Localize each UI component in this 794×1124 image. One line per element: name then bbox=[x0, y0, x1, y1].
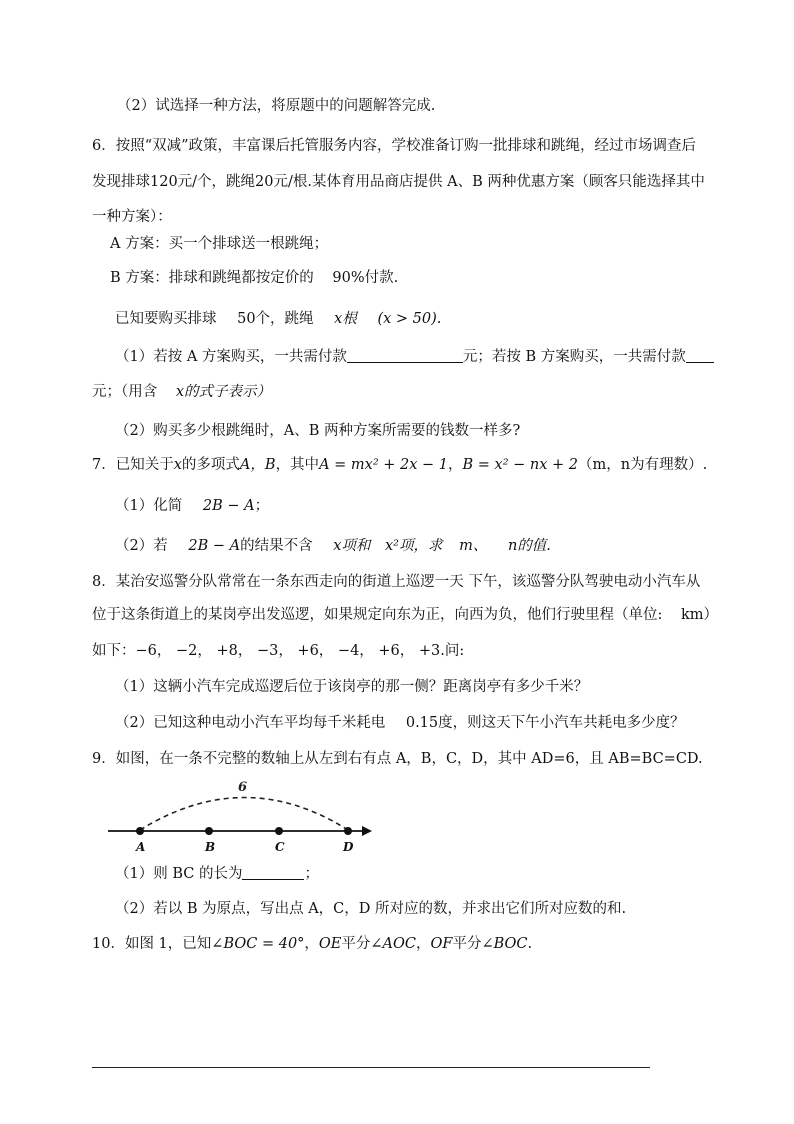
q9-part1-end: ； bbox=[304, 866, 319, 882]
q6-plan-b bbox=[110, 268, 398, 288]
answer-blank-b[interactable] bbox=[686, 348, 714, 363]
label-c: C bbox=[275, 840, 285, 854]
q6-plan-b-text: B 方案：排球和跳绳都按定价的 bbox=[110, 270, 314, 286]
q8-line3-end: 问: bbox=[444, 643, 465, 659]
q6-known bbox=[115, 309, 441, 329]
q6-part1-a: （1）若按 A 方案购买，一共需付款 bbox=[115, 349, 347, 365]
q7-part2-expr: 2B − A bbox=[188, 538, 241, 554]
q6-plan-b-value: 90%付款. bbox=[332, 270, 399, 286]
q10-sep1: ， bbox=[304, 936, 319, 952]
q6-part1 bbox=[115, 347, 714, 367]
q7-part2-x: x项和 bbox=[333, 538, 371, 554]
q7-poly-a: A = mx² + 2x − 1 bbox=[319, 457, 449, 473]
dashed-arc bbox=[140, 798, 348, 831]
q7-intro: 7．已知关于 bbox=[92, 457, 174, 473]
q8-line2-text: 位于这条街道上的某岗亭出发巡逻，如果规定向东为正，向西为负，他们行驶里程（单位: bbox=[92, 607, 663, 623]
q7-x: x bbox=[173, 457, 182, 473]
q10-bisect1: 平分 bbox=[341, 936, 371, 952]
q9-part1 bbox=[115, 864, 319, 884]
q7-part2-x2: x²项，求 bbox=[384, 538, 443, 554]
q8-line1: 8．某治安巡警分队常常在一条东西走向的街道上巡逻一天 下午，该巡警分队驾驶电动小汽车从 bbox=[92, 574, 701, 590]
q7-note: （m，n为有理数）. bbox=[578, 457, 708, 473]
q7-part1 bbox=[115, 496, 269, 516]
q6-known-x: x根 bbox=[334, 311, 357, 327]
q9-line1: 9．如图，在一条不完整的数轴上从左到右有点 A，B，C，D，其中 AD=6，且 AB=BC=CD. bbox=[92, 751, 703, 767]
q10-intro: 10．如图 1，已知 bbox=[92, 936, 212, 952]
point-d bbox=[344, 827, 352, 835]
label-d: D bbox=[343, 840, 354, 854]
q10-sep2: ， bbox=[416, 936, 431, 952]
q10-line1 bbox=[92, 934, 532, 954]
arc-label: 6 bbox=[238, 780, 248, 795]
point-b bbox=[205, 827, 213, 835]
q10-angle: ∠BOC = 40° bbox=[211, 936, 305, 952]
q10-oe: OE bbox=[318, 936, 342, 952]
q6-known-text: 已知要购买排球 bbox=[115, 311, 217, 327]
q8-part2-text: （2）已知这种电动小汽车平均每千米耗电 bbox=[115, 715, 386, 731]
q7-ab: A，B bbox=[239, 457, 276, 473]
q8-line2 bbox=[92, 605, 718, 625]
q8-part2 bbox=[115, 713, 685, 733]
q7-mid: 的多项式 bbox=[181, 457, 240, 473]
q10-boc: ∠BOC bbox=[481, 936, 528, 952]
q7-part2-n: n的值. bbox=[507, 538, 551, 554]
q6-part1-c: 元；（用含 bbox=[92, 384, 158, 400]
q7-part2-m: m、 bbox=[459, 538, 488, 554]
q6-known-condition: (x > 50). bbox=[377, 311, 442, 327]
q7-part1-text: （1）化简 bbox=[115, 498, 183, 514]
q10-of: OF bbox=[430, 936, 453, 952]
q8-line3-text: 如下： bbox=[92, 643, 136, 659]
number-line-figure bbox=[100, 775, 390, 855]
q7-part2 bbox=[115, 536, 551, 556]
label-a: A bbox=[136, 840, 146, 854]
q5-part2: （2）试选择一种方法，将原题中的问题解答完成. bbox=[117, 98, 436, 114]
q8-line3 bbox=[92, 641, 464, 661]
q7-where: ，其中 bbox=[275, 457, 320, 473]
q8-values: −6， −2， +8， −3， +6， −4， +6， +3. bbox=[135, 643, 445, 659]
q7-part1-expr: 2B − A bbox=[202, 498, 255, 514]
q10-bisect2: 平分 bbox=[452, 936, 482, 952]
q6-part2: （2）购买多少根跳绳时，A、B 两种方案所需要的钱数一样多? bbox=[115, 423, 521, 439]
point-c bbox=[275, 827, 283, 835]
footer-divider bbox=[92, 1067, 650, 1068]
q7-poly-b: B = x² − nx + 2 bbox=[462, 457, 579, 473]
q6-part1-x: x的式子表示） bbox=[175, 384, 272, 400]
q6-line1: 6．按照“双减”政策，丰富课后托管服务内容，学校准备订购一批排球和跳绳，经过市场调查后 bbox=[92, 138, 697, 154]
answer-blank-a[interactable] bbox=[347, 348, 463, 363]
q7-comma: ， bbox=[448, 457, 463, 473]
q9-part1-text: （1）则 BC 的长为 bbox=[115, 866, 243, 882]
axis-arrow-icon bbox=[362, 826, 372, 836]
q8-part1: （1）这辆小汽车完成巡逻后位于该岗亭的那一侧？距离岗亭有多少千米？ bbox=[115, 679, 589, 695]
q7-part1-end: ； bbox=[254, 498, 270, 514]
answer-blank-bc[interactable] bbox=[242, 865, 304, 880]
q6-part1-b: 元；若按 B 方案购买，一共需付款 bbox=[462, 349, 686, 365]
q7-line1 bbox=[92, 455, 707, 475]
q7-part2-text: （2）若 bbox=[115, 538, 168, 554]
label-b: B bbox=[205, 840, 216, 854]
q6-line2: 发现排球120元/个，跳绳20元/根.某体育用品商店提供 A、B 两种优惠方案（顾客只能选择其中 bbox=[92, 174, 705, 190]
q6-plan-a: A 方案：买一个排球送一根跳绳； bbox=[110, 236, 329, 252]
q6-line3: 一种方案）： bbox=[92, 209, 172, 225]
q10-aoc: ∠AOC bbox=[370, 936, 417, 952]
q8-part2-value: 0.15度，则这天下午小汽车共耗电多少度？ bbox=[405, 715, 685, 731]
q6-part1-cont bbox=[92, 382, 271, 402]
q9-part2: （2）若以 B 为原点，写出点 A，C，D 所对应的数，并求出它们所对应数的和. bbox=[115, 901, 627, 917]
q10-end: . bbox=[527, 936, 533, 952]
q7-part2-mid: 的结果不含 bbox=[240, 538, 313, 554]
q8-unit: km） bbox=[681, 607, 719, 623]
point-a bbox=[136, 827, 144, 835]
q6-known-num: 50个，跳绳 bbox=[237, 311, 314, 327]
